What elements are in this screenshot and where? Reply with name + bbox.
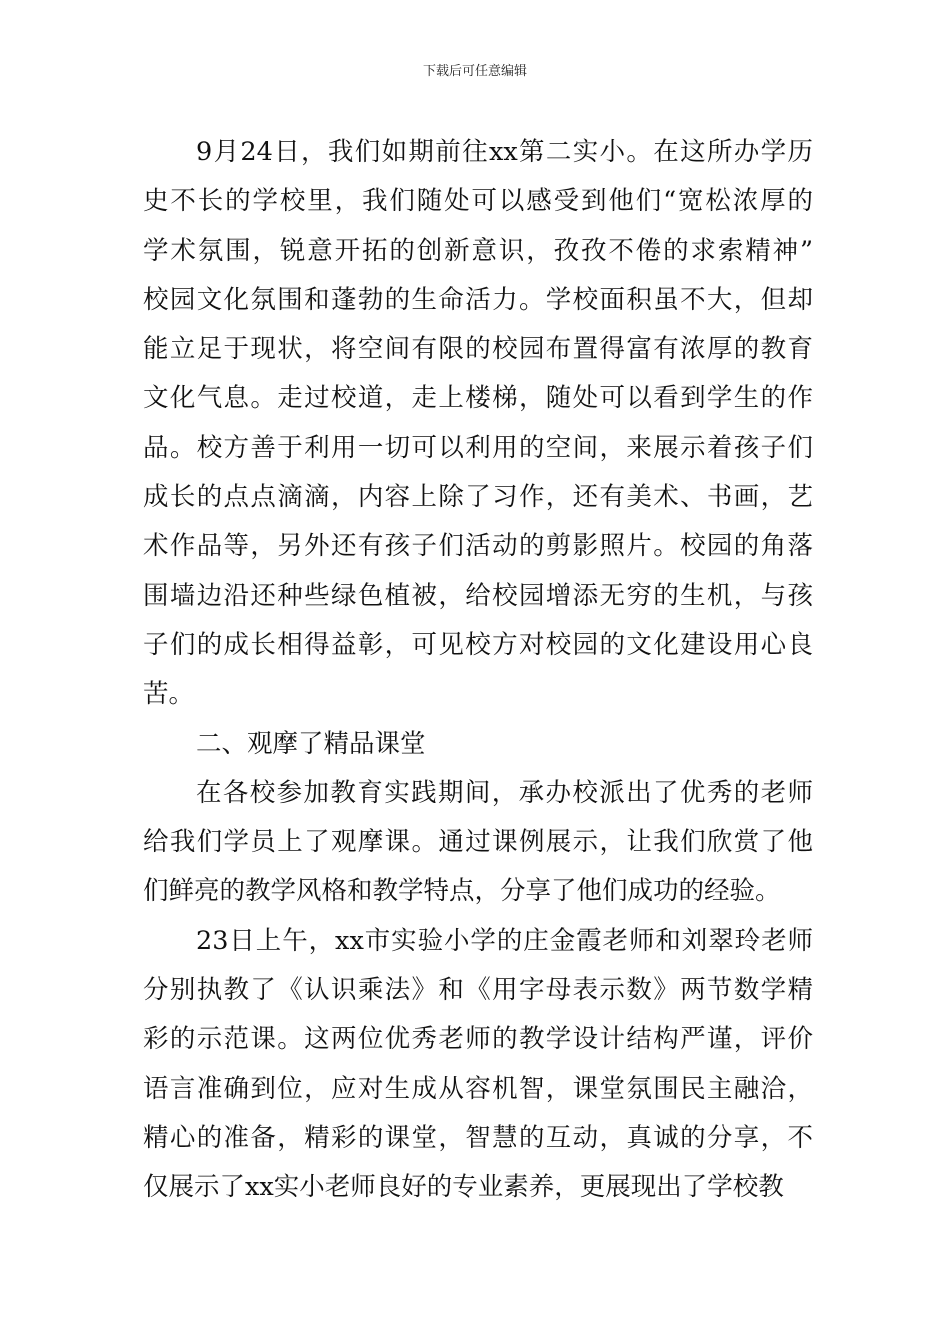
paragraph-line: 品。校方善于利用一切可以利用的空间，来展示着孩子们	[143, 432, 813, 463]
paragraph-line: 子们的成长相得益彰，可见校方对校园的文化建设用心良	[143, 629, 813, 660]
paragraph-line: 23日上午，xx市实验小学的庄金霞老师和刘翠玲老师	[196, 925, 813, 956]
paragraph-line: 术作品等，另外还有孩子们活动的剪影照片。校园的角落	[143, 531, 813, 562]
paragraph	[143, 917, 813, 1213]
paragraph-line: 给我们学员上了观摩课。通过课例展示，让我们欣赏了他	[143, 827, 813, 858]
paragraph-line: 彩的示范课。这两位优秀老师的教学设计结构严谨，评价	[143, 1024, 813, 1055]
paragraph-line: 们鲜亮的教学风格和教学特点，分享了他们成功的经验。	[143, 876, 781, 907]
paragraph-line: 二、观摩了精品课堂	[196, 728, 426, 759]
paragraph-line: 校园文化氛围和蓬勃的生命活力。学校面积虽不大，但却	[143, 284, 813, 315]
paragraph-line: 文化气息。走过校道，走上楼梯，随处可以看到学生的作	[143, 383, 813, 414]
paragraph-line: 9月24日，我们如期前往xx第二实小。在这所办学历	[196, 137, 813, 167]
paragraph-line: 精心的准备，精彩的课堂，智慧的互动，真诚的分享，不	[143, 1122, 813, 1153]
paragraph-line: 围墙边沿还种些绿色植被，给校园增添无穷的生机，与孩	[143, 580, 813, 611]
paragraph-line: 史不长的学校里，我们随处可以感受到他们“宽松浓厚的	[143, 186, 813, 217]
paragraph-line: 在各校参加教育实践期间，承办校派出了优秀的老师	[196, 777, 813, 808]
paragraph-line: 能立足于现状，将空间有限的校园布置得富有浓厚的教育	[143, 334, 813, 365]
page-header-note: 下载后可任意编辑	[422, 64, 527, 79]
paragraph	[143, 720, 813, 769]
paragraph-line: 成长的点点滴滴，内容上除了习作，还有美术、书画，艺	[143, 482, 813, 513]
document-body	[143, 128, 813, 1213]
paragraph-line: 苦。	[143, 679, 195, 710]
paragraph-line: 分别执教了《认识乘法》和《用字母表示数》两节数学精	[143, 975, 813, 1006]
paragraph-line: 语言准确到位，应对生成从容机智，课堂氛围民主融洽，	[143, 1073, 813, 1104]
paragraph	[143, 128, 813, 720]
paragraph-line: 学术氛围，锐意开拓的创新意识，孜孜不倦的求索精神”	[143, 235, 813, 266]
paragraph-line: 仅展示了xx实小老师良好的专业素养，更展现出了学校教	[143, 1172, 784, 1203]
paragraph	[143, 769, 813, 917]
